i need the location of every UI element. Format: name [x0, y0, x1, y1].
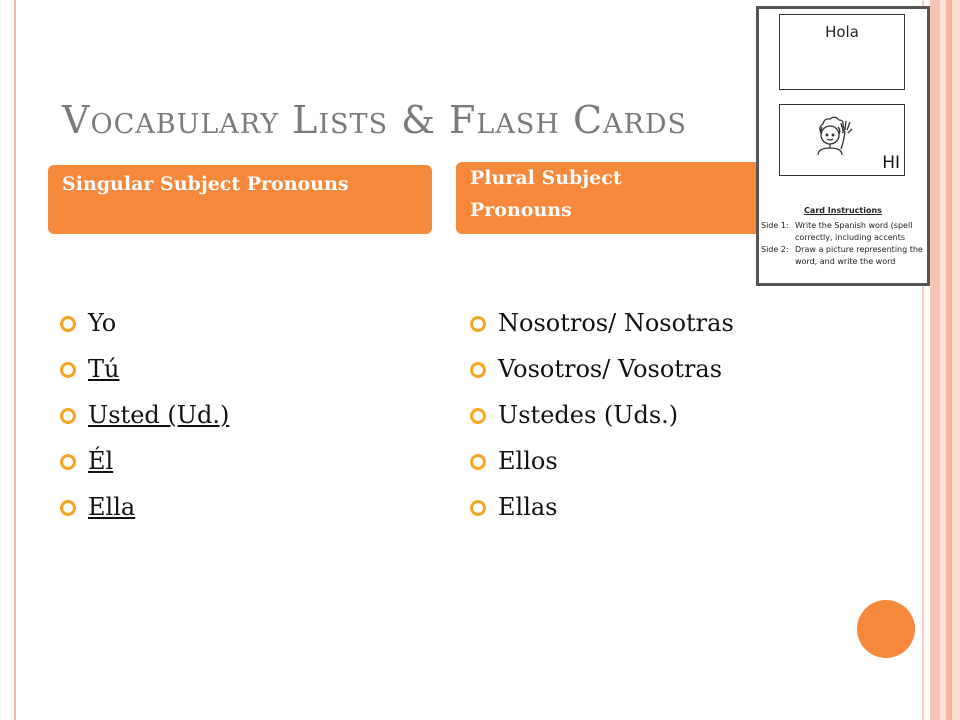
plural-header-line2: Pronouns: [470, 199, 572, 221]
decorative-circle: [857, 600, 915, 658]
card-side1-word: Hola: [825, 23, 859, 41]
plural-header-line1: Plural Subject: [470, 167, 622, 189]
side1-text: Write the Spanish word (spell correctly, including accents: [795, 221, 913, 242]
pronoun-ellas: Ellas: [498, 493, 558, 521]
pronoun-yo: Yo: [88, 309, 117, 337]
list-item: [60, 308, 229, 354]
bullet-icon: [60, 500, 76, 516]
bullet-icon: [470, 408, 486, 424]
pronoun-ustedes: Ustedes (Uds.): [498, 401, 679, 429]
slide-frame-left: [14, 0, 16, 720]
card-side1: [779, 14, 905, 90]
bullet-icon: [470, 362, 486, 378]
slide-title: Vocabulary Lists & Flash Cards: [62, 98, 688, 142]
bullet-icon: [470, 500, 486, 516]
pronoun-el-link[interactable]: Él: [88, 447, 114, 475]
bullet-icon: [60, 316, 76, 332]
card-instructions-title: Card Instructions: [804, 206, 882, 215]
list-item: [470, 354, 734, 400]
plural-pronoun-list: [470, 308, 734, 538]
card-instruction-side2: [759, 244, 927, 268]
singular-header-label: Singular Subject Pronouns: [62, 173, 349, 195]
side2-text: Draw a picture representing the word, and write the word: [795, 245, 923, 266]
list-item[interactable]: [60, 400, 229, 446]
singular-pronoun-list: [60, 308, 229, 538]
card-instruction-side1: [759, 220, 927, 244]
list-item: [470, 492, 734, 538]
side2-label: Side 2:: [761, 245, 789, 254]
list-item[interactable]: [60, 354, 229, 400]
pronoun-tu-link[interactable]: Tú: [88, 355, 120, 383]
bullet-icon: [60, 408, 76, 424]
list-item[interactable]: [60, 446, 229, 492]
waving-person-icon: [810, 109, 860, 173]
pronoun-vosotros: Vosotros/ Vosotras: [498, 355, 723, 383]
list-item: [470, 308, 734, 354]
pronoun-usted-link[interactable]: Usted (Ud.): [88, 401, 230, 429]
bullet-icon: [60, 362, 76, 378]
list-item[interactable]: [60, 492, 229, 538]
pronoun-nosotros: Nosotros/ Nosotras: [498, 309, 734, 337]
pronoun-ella-link[interactable]: Ella: [88, 493, 136, 521]
side1-label: Side 1:: [761, 221, 789, 230]
bullet-icon: [470, 454, 486, 470]
singular-header: [48, 165, 432, 234]
flash-card-example: [756, 6, 930, 286]
bullet-icon: [470, 316, 486, 332]
card-instructions: [759, 205, 927, 268]
plural-header: [456, 162, 776, 234]
card-side2: [779, 104, 905, 176]
pronoun-ellos: Ellos: [498, 447, 558, 475]
card-side2-word: HI: [882, 153, 900, 173]
bullet-icon: [60, 454, 76, 470]
list-item: [470, 446, 734, 492]
list-item: [470, 400, 734, 446]
